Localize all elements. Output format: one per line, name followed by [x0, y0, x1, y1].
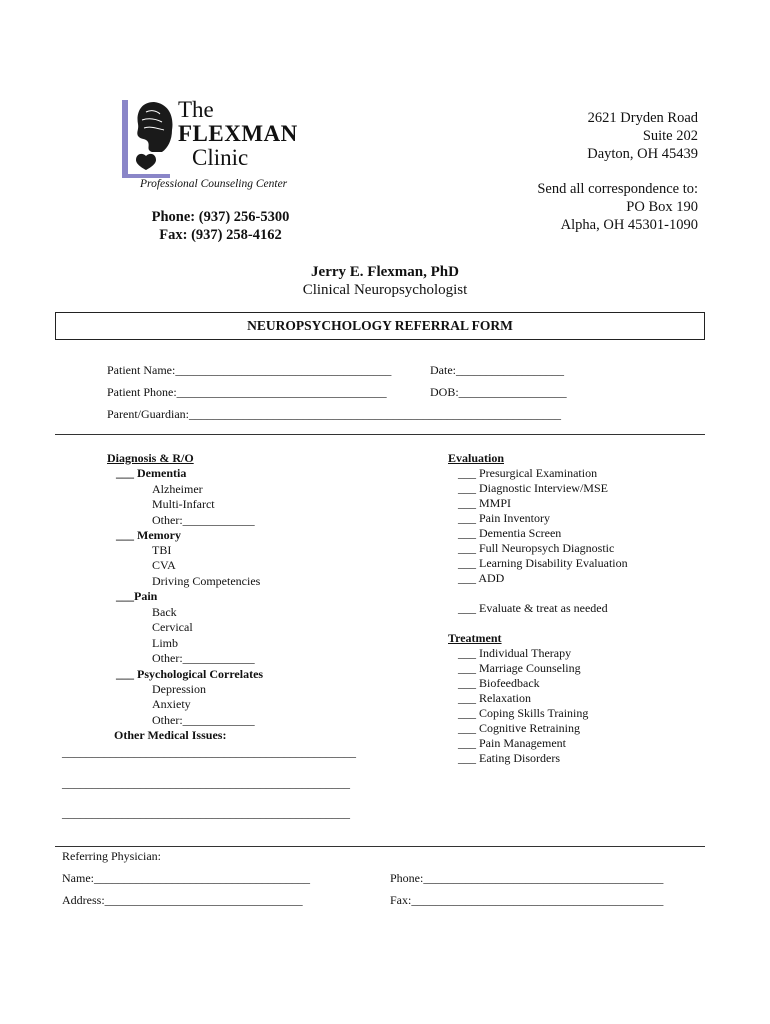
treatment-item[interactable]: ___ Individual Therapy [458, 646, 572, 660]
memory-item[interactable]: Driving Competencies [152, 574, 261, 588]
referring-name-field[interactable]: Name:____________________________________ [62, 871, 310, 885]
pain-item[interactable]: Back [152, 605, 177, 619]
referring-address-field[interactable]: Address:_________________________________ [62, 893, 303, 907]
treatment-heading: Treatment [448, 631, 502, 645]
other-medical-line[interactable]: ________________________________________________ [62, 806, 350, 820]
po-city: Alpha, OH 45301-1090 [560, 217, 698, 233]
dementia-checkbox[interactable]: ___ Dementia [116, 466, 187, 480]
evaluation-item[interactable]: ___ Learning Disability Evaluation [458, 556, 628, 570]
evaluate-treat-item[interactable]: ___ Evaluate & treat as needed [458, 601, 608, 615]
evaluation-heading: Evaluation [448, 451, 505, 465]
pain-item[interactable]: Limb [152, 636, 178, 650]
psych-item[interactable]: Depression [152, 682, 206, 696]
correspondence-label: Send all correspondence to: [537, 181, 698, 197]
guardian-field[interactable]: Parent/Guardian:______________________________________________________________ [107, 407, 561, 421]
dementia-item[interactable]: Multi-Infarct [152, 497, 215, 511]
form-title: NEUROPSYCHOLOGY REFERRAL FORM [55, 312, 705, 340]
evaluation-item[interactable]: ___ Dementia Screen [458, 526, 562, 540]
dementia-item[interactable]: Other:____________ [152, 513, 255, 527]
memory-item[interactable]: TBI [152, 543, 172, 557]
referring-fax-field[interactable]: Fax:__________________________________________ [390, 893, 664, 907]
address-street: 2621 Dryden Road [587, 110, 698, 126]
psych-correlates-checkbox[interactable]: ___ Psychological Correlates [116, 667, 264, 681]
evaluation-item[interactable]: ___ ADD [458, 571, 505, 585]
treatment-item[interactable]: ___ Biofeedback [458, 676, 540, 690]
diagnosis-heading: Diagnosis & R/O [107, 451, 194, 465]
other-medical-label: Other Medical Issues: [114, 728, 227, 742]
dementia-item[interactable]: Alzheimer [152, 482, 203, 496]
dob-field[interactable]: DOB:__________________ [430, 385, 567, 399]
evaluation-item[interactable]: ___ MMPI [458, 496, 512, 510]
section-divider [55, 434, 705, 435]
pain-item[interactable]: Cervical [152, 620, 193, 634]
referring-phone-field[interactable]: Phone:________________________________________ [390, 871, 664, 885]
referring-heading: Referring Physician: [62, 849, 161, 863]
logo-text-clinic: Clinic [192, 145, 249, 170]
memory-item[interactable]: CVA [152, 558, 176, 572]
clinic-phone: Phone: (937) 256-5300 [151, 209, 290, 225]
profile-silhouette-icon [132, 100, 176, 172]
section-divider [55, 846, 705, 847]
po-box: PO Box 190 [626, 199, 698, 215]
other-medical-line[interactable]: _________________________________________________ [62, 745, 356, 759]
patient-phone-field[interactable]: Patient Phone:___________________________________ [107, 385, 387, 399]
logo-text-the: The [178, 97, 214, 122]
clinic-address [587, 109, 698, 163]
address-suite: Suite 202 [642, 128, 698, 144]
psych-item[interactable]: Anxiety [152, 697, 191, 711]
psych-item[interactable]: Other:____________ [152, 713, 255, 727]
treatment-item[interactable]: ___ Coping Skills Training [458, 706, 589, 720]
doctor-title: Clinical Neuropsychologist [302, 282, 468, 298]
treatment-item[interactable]: ___ Marriage Counseling [458, 661, 581, 675]
clinic-contact [148, 208, 293, 244]
clinic-fax: Fax: (937) 258-4162 [159, 227, 282, 243]
memory-checkbox[interactable]: ___ Memory [116, 528, 181, 542]
doctor-name: Jerry E. Flexman, PhD [311, 264, 459, 280]
pain-checkbox[interactable]: ___Pain [116, 589, 158, 603]
treatment-item[interactable]: ___ Pain Management [458, 736, 566, 750]
other-medical-line[interactable]: ________________________________________________ [62, 776, 350, 790]
correspondence-address [537, 180, 698, 234]
date-field[interactable]: Date:__________________ [430, 363, 564, 377]
logo-subtitle: Professional Counseling Center [140, 178, 288, 190]
treatment-item[interactable]: ___ Relaxation [458, 691, 531, 705]
address-city: Dayton, OH 45439 [587, 146, 698, 162]
logo-accent-bar [122, 100, 128, 178]
evaluation-item[interactable]: ___ Pain Inventory [458, 511, 550, 525]
treatment-item[interactable]: ___ Cognitive Retraining [458, 721, 580, 735]
clinic-logo [122, 97, 308, 192]
logo-text-flexman: FLEXMAN [178, 121, 298, 146]
pain-item[interactable]: Other:____________ [152, 651, 255, 665]
treatment-item[interactable]: ___ Eating Disorders [458, 751, 560, 765]
evaluation-item[interactable]: ___ Diagnostic Interview/MSE [458, 481, 608, 495]
evaluation-item[interactable]: ___ Full Neuropsych Diagnostic [458, 541, 615, 555]
evaluation-item[interactable]: ___ Presurgical Examination [458, 466, 598, 480]
patient-name-field[interactable]: Patient Name:____________________________________ [107, 363, 392, 377]
